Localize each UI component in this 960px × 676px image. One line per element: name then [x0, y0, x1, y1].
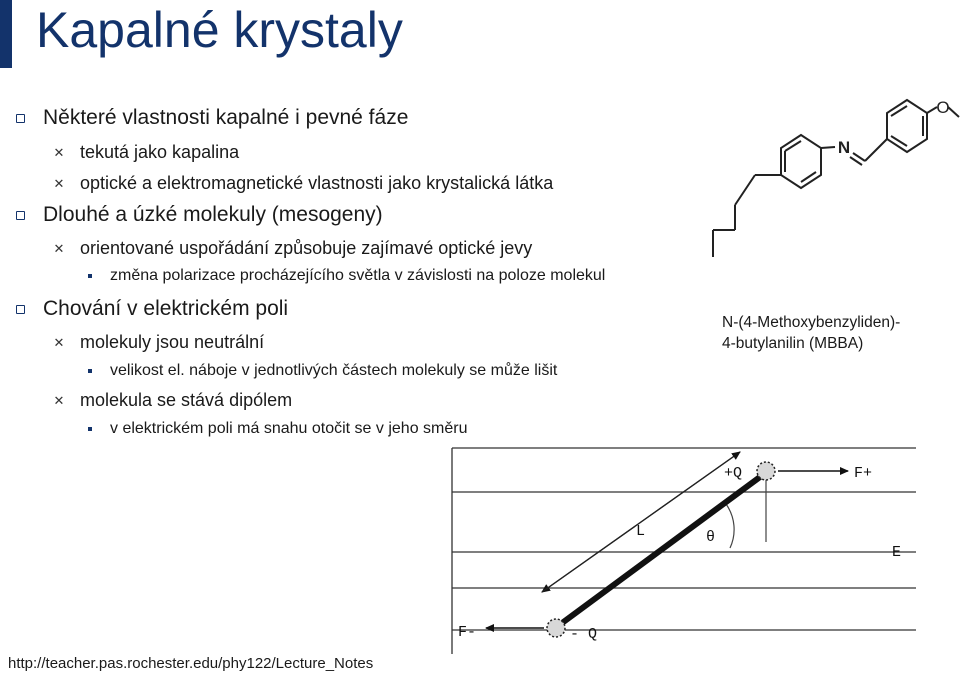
bullet-text: molekuly jsou neutrální — [80, 332, 265, 352]
bullet-item — [52, 142, 239, 163]
cross-bullet-icon: ✕ — [53, 334, 65, 350]
bullet-text: molekula se stává dipólem — [80, 390, 293, 410]
force-minus-label: F- — [458, 624, 477, 641]
atom-n-label: N — [837, 138, 851, 157]
bullet-item — [88, 362, 557, 380]
bullet-text: orientované uspořádání způsobuje zajímavé optické jevy — [80, 238, 533, 258]
field-e-label: E — [892, 544, 902, 561]
angle-theta-label: θ — [706, 529, 716, 546]
bullet-text: tekutá jako kapalina — [80, 142, 240, 162]
checkbox-bullet-icon — [16, 305, 25, 314]
bullet-item — [52, 238, 532, 259]
cross-bullet-icon: ✕ — [53, 240, 65, 256]
square-bullet-icon — [88, 369, 92, 373]
square-bullet-icon — [88, 274, 92, 278]
source-url-footer: http://teacher.pas.rochester.edu/phy122/Lecture_Notes — [8, 655, 374, 672]
bullet-item — [52, 332, 264, 353]
bullet-item — [16, 203, 383, 227]
slide-title: Kapalné krystaly — [36, 2, 403, 58]
molecule-caption — [722, 312, 900, 354]
bullet-item — [88, 420, 467, 438]
bullet-text: Dlouhé a úzké molekuly (mesogeny) — [43, 203, 383, 226]
bullet-item — [52, 173, 553, 194]
bullet-item — [16, 106, 408, 130]
length-label: L — [636, 523, 646, 540]
force-plus-label: F+ — [854, 465, 873, 482]
dipole-rod — [558, 474, 764, 626]
charge-minus-label: - Q — [570, 626, 598, 643]
bullet-item — [88, 267, 605, 285]
positive-charge-sphere — [757, 462, 775, 480]
benzene-ring-right — [887, 100, 927, 152]
cross-bullet-icon: ✕ — [53, 144, 65, 160]
bullet-text: velikost el. náboje v jednotlivých částech molekuly se může lišit — [110, 362, 558, 379]
bullet-text: optické a elektromagnetické vlastnosti jako krystalická látka — [80, 173, 554, 193]
bullet-text: Chování v elektrickém poli — [43, 297, 289, 320]
angle-arc — [726, 504, 734, 548]
bullet-item — [52, 390, 292, 411]
dipole-field-diagram — [440, 440, 960, 654]
bullet-item — [16, 297, 288, 321]
caption-line: 4-butylanilin (MBBA) — [722, 335, 864, 352]
checkbox-bullet-icon — [16, 114, 25, 123]
checkbox-bullet-icon — [16, 211, 25, 220]
square-bullet-icon — [88, 427, 92, 431]
bullet-text: v elektrickém poli má snahu otočit se v jeho směru — [110, 420, 468, 437]
caption-line: N-(4-Methoxybenzyliden)- — [722, 314, 901, 331]
cross-bullet-icon: ✕ — [53, 175, 65, 191]
negative-charge-sphere — [547, 619, 565, 637]
mbba-structure-diagram — [705, 95, 960, 265]
bullet-text: změna polarizace procházejícího světla v závislosti na poloze molekul — [110, 267, 606, 284]
charge-plus-label: +Q — [724, 465, 743, 482]
bullet-text: Některé vlastnosti kapalné i pevné fáze — [43, 106, 409, 129]
cross-bullet-icon: ✕ — [53, 392, 65, 408]
benzene-ring-left — [781, 135, 821, 188]
atom-o-label: O — [936, 98, 950, 117]
